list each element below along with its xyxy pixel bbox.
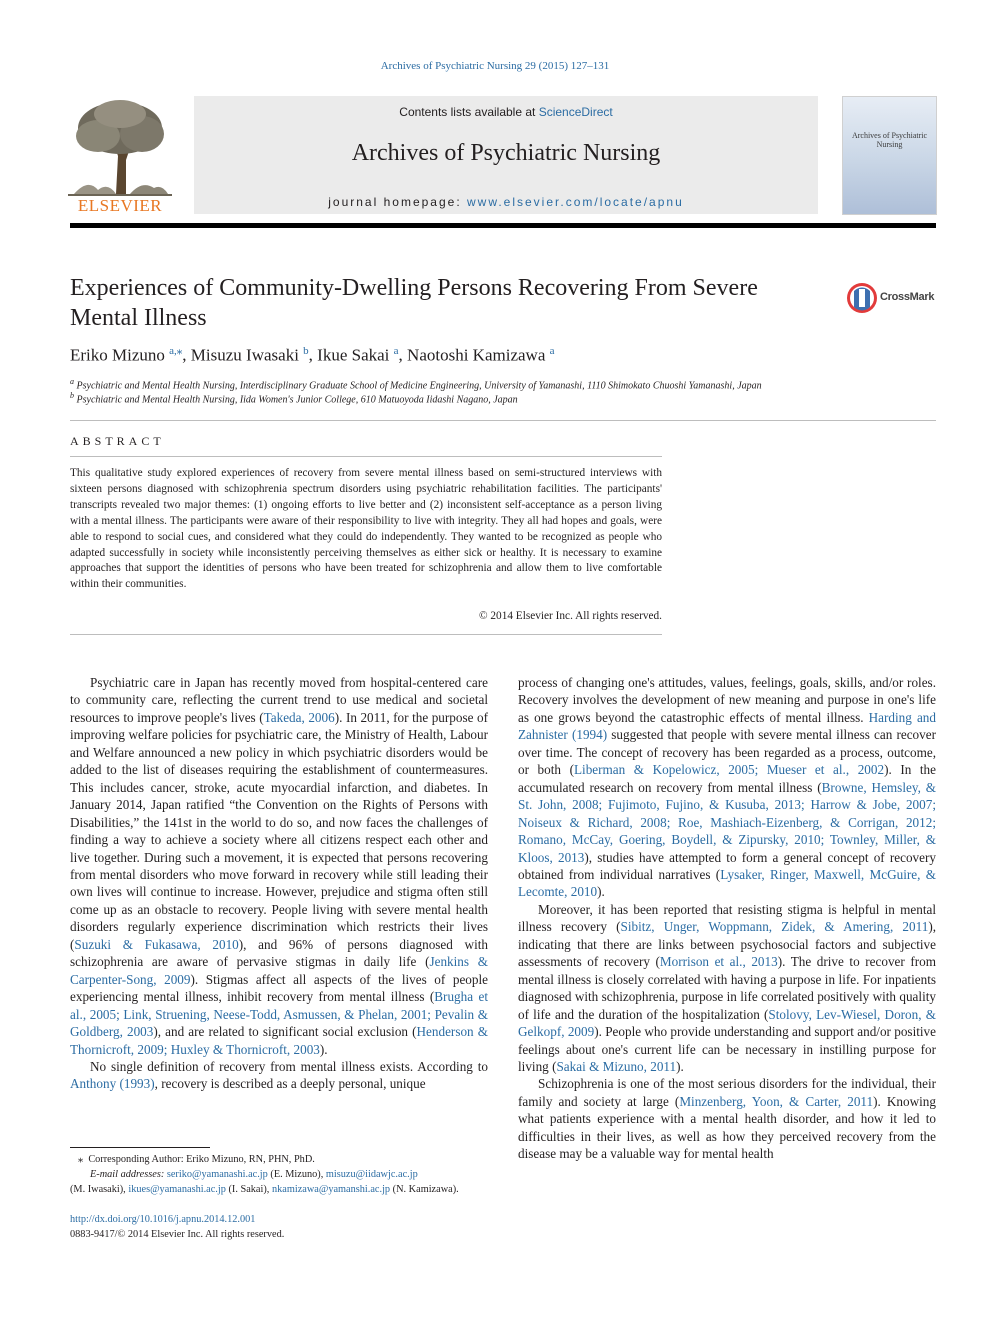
affiliation-text: Psychiatric and Mental Health Nursing, Iida Women's Junior College, 610 Matuoyoda Iidashi Nagano, Japan [76,394,518,406]
email-label: E-mail addresses: [90,1169,167,1180]
author-list [70,344,555,366]
header-rule [70,223,936,228]
body-paragraph [518,1075,936,1162]
body-paragraph [518,901,936,1076]
email-owner: (I. Sakai), [225,1184,272,1195]
contents-prefix: Contents lists available at [399,105,539,119]
citation-link[interactable]: Sakai & Mizuno, 2011 [556,1058,677,1074]
citation-link[interactable]: Harding and Zahnister (1994) [518,709,936,743]
citation-link[interactable]: Takeda, 2006 [263,709,335,725]
body-text: ), studies have attempted to form a general concept of recovery obtained from individual narratives ( [518,849,936,882]
journal-cover-thumbnail[interactable] [842,96,937,215]
citation-link[interactable]: Lysaker, Ringer, Maxwell, McGuire, & Lecomte, 2010 [518,866,936,900]
corresponding-author: Corresponding Author: Eriko Mizuno, RN, PHN, PhD. [88,1154,315,1165]
abstract-copyright: © 2014 Elsevier Inc. All rights reserved. [478,610,662,622]
issn-line: 0883-9417/© 2014 Elsevier Inc. All rights reserved. [70,1229,285,1240]
citation-link[interactable]: Brugha et al., 2005; Link, Struening, Neese-Todd, Asmussen, & Phelan, 2001; Pevalin & Goldberg, 2003 [70,989,488,1040]
doi-link[interactable]: http://dx.doi.org/10.1016/j.apnu.2014.12.001 [70,1214,256,1225]
crossmark-icon [846,281,878,315]
body-text: ). The drive to recover from mental illness is closely correlated with having a purpose in life. For inpatients diagnosed with schizophrenia, purpose in life correlated positively with quality of life and the duration of the hospitalization ( [518,954,936,1022]
homepage-prefix: journal homepage: [328,195,467,209]
citation-link[interactable]: Morrison et al., 2013 [659,954,778,970]
author-affiliation-mark[interactable]: b [303,345,309,357]
author-separator: , [182,345,191,365]
email-owner: (M. Iwasaki), [70,1184,129,1195]
author-affiliation-mark[interactable]: a [393,345,399,357]
journal-banner [194,96,818,214]
body-text: ), indicating that there are links between psychosocial factors and subjective assessments of recovery ( [518,919,937,970]
citation-link[interactable]: Sibitz, Unger, Woppmann, Zidek, & Amering, 2011 [620,919,929,935]
body-text: Schizophrenia is one of the most serious disorders for the individual, their family and society at large ( [518,1076,936,1109]
body-column-right [518,674,936,1163]
email-link[interactable]: misuzu@iidawjc.ac.jp [325,1169,418,1180]
citation-link[interactable]: Minzenberg, Yoon, & Carter, 2011 [679,1093,874,1109]
body-text: No single definition of recovery from mental illness exists. According to [90,1058,488,1074]
affiliation [70,377,762,391]
body-text: ). In 2011, for the purpose of improving welfare policies for psychiatric care, the Ministry of Health, Labour and Welfare announced a new policy in which psychiatric disorders would be added to the list of diseases requiring the establishment of countermeasures. This includes cancer, stroke, acute myocardial infarction, and diabetes. In January 2014, Japan ratified “the Convention on the Rights of Persons with Disabilities,” the 141st in the world to do so, and now faces the challenges of finding a way to achieve a society where all citizens respect each other and live together. During such a movement, it is expected that persons recovering from mental disorders who move forward in recovery while still leading their own lives will continue to increase. However, prejudice and stigma often still come up as an obstacle to recovery. People living with severe mental health disorders regularly experience discrimination which restricts their lives ( [70,709,488,952]
doi-block [70,1212,284,1242]
body-text: ). People who provide understanding and support and/or positive feelings about one's current life can be necessary in instilling purpose for living ( [518,1024,937,1074]
article-title: Experiences of Community-Dwelling Persons Recovering From Severe Mental Illness [70,275,758,331]
body-text: Psychiatric care in Japan has recently moved from hospital-centered care to community care, reflecting the current trend to use medical and societal resources to improve people's lives ( [70,675,488,725]
body-text: ). In the accumulated research on recovery from mental illness ( [518,762,936,795]
footnote-mark: ⁎ [78,1154,84,1165]
body-text: ). [319,1041,328,1057]
email-link[interactable]: ikues@yamanashi.ac.jp [128,1184,226,1195]
sciencedirect-link[interactable]: ScienceDirect [538,105,613,119]
body-text: ). [676,1058,684,1074]
body-text: ). Stigmas affect all aspects of the lives of people experiencing mental illness, inhibit recovery from mental illness ( [70,971,489,1005]
citation-link[interactable]: Stolovy, Lev-Wiesel, Doron, & Gelkopf, 2009 [518,1006,936,1040]
body-text: ). Knowing what patients experience with a mental health disorder, and how it led to difficulties in their lives, as well as how they perceived recovery from the disease may be a valuable way for mental health [518,1093,936,1162]
author-name[interactable]: Ikue Sakai [317,345,390,365]
author-name[interactable]: Naotoshi Kamizawa [407,345,546,365]
author-affiliation-mark[interactable]: a,⁎ [169,345,183,357]
citation-link[interactable]: Suzuki & Fukasawa, 2010 [74,936,239,952]
author-name[interactable]: Eriko Mizuno [70,345,165,365]
citation-link[interactable]: Anthony (1993) [70,1076,155,1092]
contents-line [194,105,818,119]
journal-citation[interactable]: Archives of Psychiatric Nursing 29 (2015) 127–131 [380,60,610,72]
body-paragraph [70,1058,488,1093]
body-text: suggested that people with severe mental illness can recover over time. The concept of recovery has been regarded as a process, outcome, or both ( [518,727,936,778]
citation-link[interactable]: Jenkins & Carpenter-Song, 2009 [70,954,488,987]
footnote-rule [70,1147,210,1148]
body-column-left [70,674,488,1093]
crossmark-badge[interactable] [846,281,946,315]
abstract-heading: ABSTRACT [70,434,165,448]
body-text: process of changing one's attitudes, values, feelings, goals, skills, and/or roles. Recovery involves the development of new meaning and purpose in one's life as one grows beyond the catastrophic effects of mental illness. [518,675,936,725]
citation-link[interactable]: Henderson & Thornicroft, 2009; Huxley & Thornicroft, 2003 [70,1024,489,1057]
affiliation-rule [70,420,936,421]
corresponding-author-footnote [70,1152,490,1197]
email-owner: (E. Mizuno), [267,1169,326,1180]
abstract-top-rule [70,456,662,457]
body-paragraph [518,674,936,901]
email-owner: (N. Kamizawa). [390,1184,459,1195]
author-separator: , [308,345,318,365]
affiliation-mark: b [70,391,74,400]
body-text: , recovery is described as a deeply personal, unique [154,1076,426,1092]
author-separator: , [398,345,408,365]
elsevier-wordmark: ELSEVIER [77,196,163,215]
abstract-bottom-rule [70,634,662,635]
citation-link[interactable]: Browne, Hemsley, & St. John, 2008; Fujimoto, Fujino, & Kusuba, 2013; Harrow & Jobe, 2007; Noiseux & Richard, 2008; Roe, Mashiach-Eizenberg, & Corrigan, 2012; Romano, McCay, Goering, Boydell, & Zipursky, 2010; Townley, Miller, & Kloos, 2013 [518,779,937,865]
body-text: Moreover, it has been reported that resisting stigma is helpful in mental illness recovery ( [518,901,936,935]
email-link[interactable]: seriko@yamanashi.ac.jp [166,1169,268,1180]
abstract-text: This qualitative study explored experiences of recovery from severe mental illness based on semi-structured interviews with sixteen persons diagnosed with schizophrenia spectrum disorders using psychiatric rehabilitation facilities. The participants' transcripts revealed two major themes: (1) ongoing efforts to live better and (2) inconsistent self-acceptance as a person living with a mental illness. The participants were aware of their responsibility to live with integrity. They all had hopes and goals, were able to respond to social cues, and considered what they could do independently. They wanted to be recognized as people who adapted successfully in society while inconsistently perceiving themselves as either sick or healthy. It is necessary to examine approaches that support the identities of persons who have been treated for schizophrenia and allow them to live comfortable within their communities. [70,467,662,591]
email-link[interactable]: nkamizawa@yamanshi.ac.jp [271,1184,391,1195]
author-name[interactable]: Misuzu Iwasaki [190,345,299,365]
affiliation-mark: a [70,377,74,386]
body-text: ). [597,884,605,900]
crossmark-label: CrossMark [880,291,935,303]
affiliation [70,391,518,405]
journal-name: Archives of Psychiatric Nursing [351,140,661,166]
body-paragraph [70,674,488,1058]
author-affiliation-mark[interactable]: a [549,345,555,357]
body-text: ), and 96% of persons diagnosed with schizophrenia are aware of pervasive stigmas in daily life ( [70,936,488,970]
affiliation-text: Psychiatric and Mental Health Nursing, Interdisciplinary Graduate School of Medicine Engineering, University of Yamanashi, 1110 Shimokato Chuoshi Yamanashi, Japan [76,380,762,392]
homepage-link[interactable]: www.elsevier.com/locate/apnu [467,195,684,209]
footnote-line [70,1167,490,1182]
cover-title: Archives of Psychiatric Nursing [851,131,928,149]
homepage-line [194,195,818,209]
footnote-line [70,1152,490,1167]
footnote-line [70,1182,490,1197]
citation-link[interactable]: Liberman & Kopelowicz, 2005; Mueser et al., 2002 [573,762,885,778]
body-text: ), and are related to significant social exclusion ( [153,1024,417,1040]
